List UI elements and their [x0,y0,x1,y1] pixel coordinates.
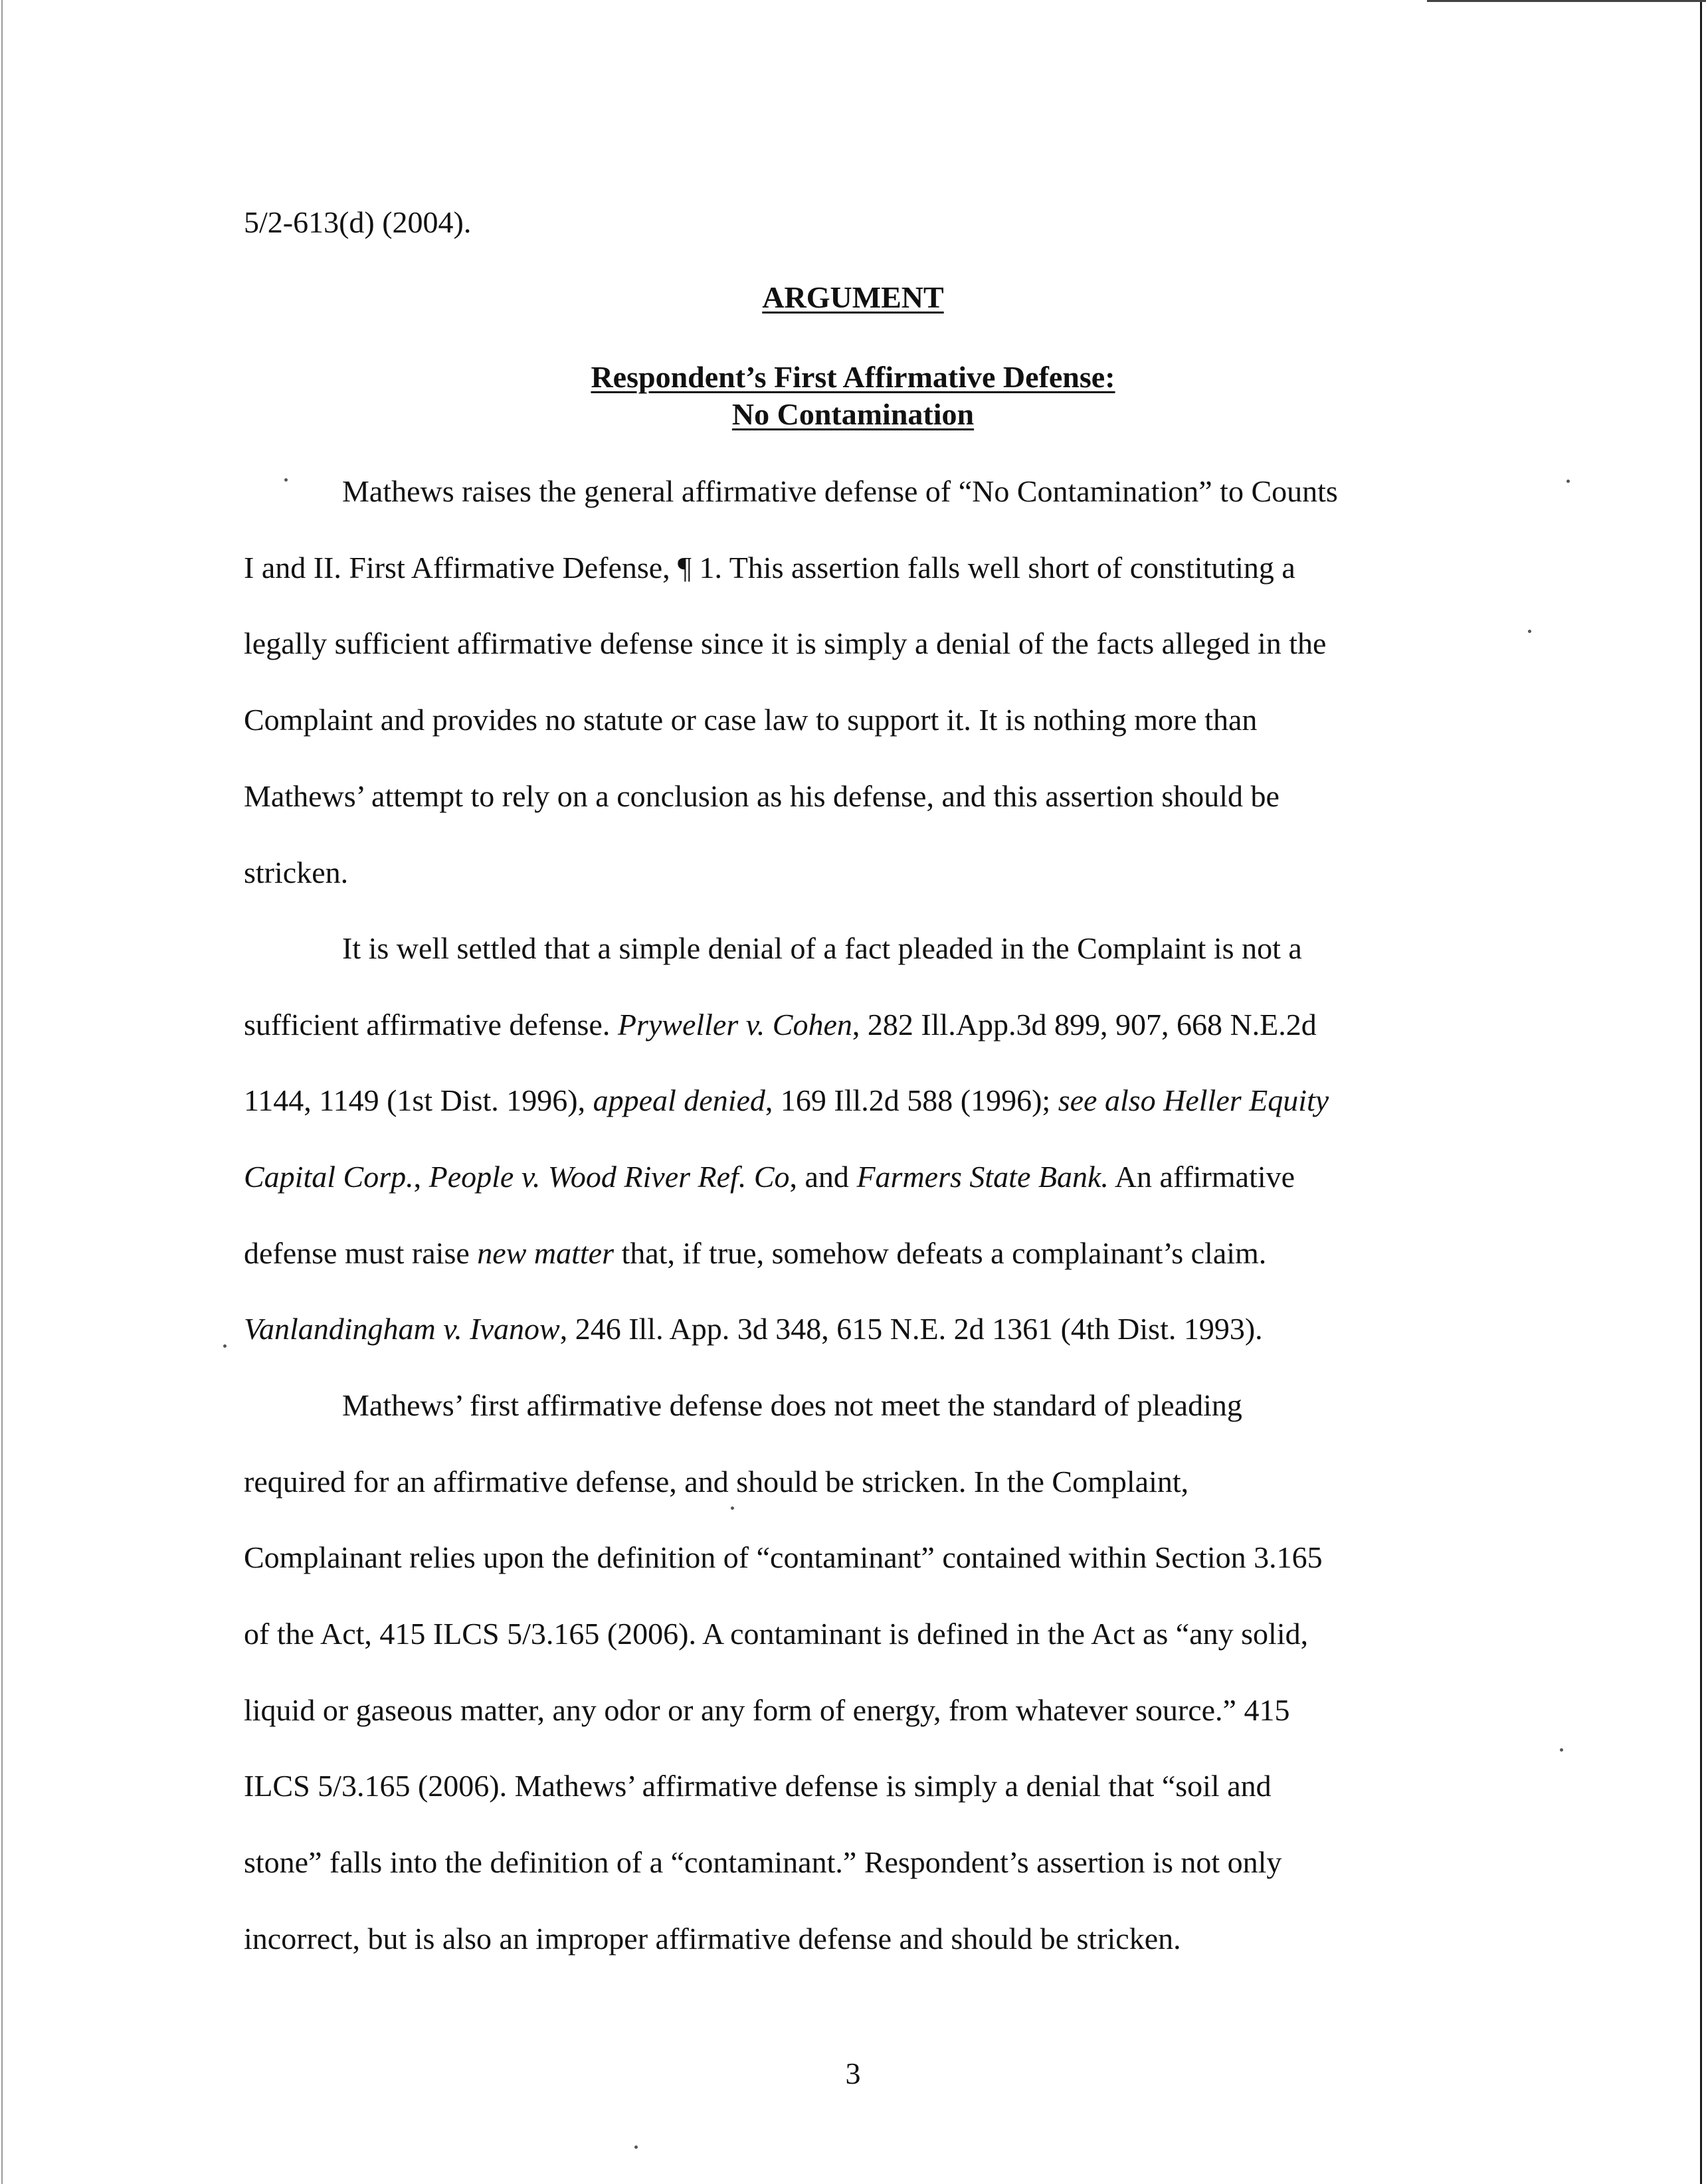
scan-speck [1560,1748,1563,1752]
paragraph-3-line: incorrect, but is also an improper affirmative defense and should be stricken. [244,1922,1181,1956]
subheading-line-2: No Contamination [731,397,975,431]
text-run: , 246 Ill. App. 3d 348, 615 N.E. 2d 1361 (4th Dist. 1993). [559,1312,1263,1346]
paragraph-2-line [244,1006,1317,1044]
citation-signal: appeal denied [593,1083,765,1117]
text-run: , 282 Ill.App.3d 899, 907, 668 N.E.2d [852,1008,1317,1042]
scan-speck [731,1506,734,1510]
citation-signal: see also Heller Equity [1058,1083,1329,1117]
case-citation: People v. Wood River Ref. Co [428,1160,790,1194]
text-run: sufficient affirmative defense. [244,1008,618,1042]
scan-edge-top [1427,0,1706,2]
paragraph-2-line [244,1158,1295,1196]
paragraph-1-line: legally sufficient affirmative defense since it is simply a denial of the facts alleged in the [244,626,1327,660]
scan-speck [1566,480,1570,483]
paragraph-2-line [244,1235,1266,1272]
text-run: that, if true, somehow defeats a complainant’s claim. [613,1236,1267,1270]
paragraph-3-line: required for an affirmative defense, and should be stricken. In the Complaint, [244,1465,1189,1499]
paragraph-1-line: Complaint and provides no statute or case law to support it. It is nothing more than [244,703,1258,737]
continuation-citation: 5/2-613(d) (2004). [244,205,472,239]
paragraph-1-line: stricken. [244,856,349,889]
paragraph-3-line: ILCS 5/3.165 (2006). Mathews’ affirmative defense is simply a denial that “soil and [244,1769,1272,1803]
paragraph-1-line: Mathews’ attempt to rely on a conclusion as his defense, and this assertion should be [244,779,1280,813]
text-run: , and [789,1160,857,1194]
paragraph-3-line: of the Act, 415 ILCS 5/3.165 (2006). A contaminant is defined in the Act as “any solid, [244,1617,1309,1651]
paragraph-1-line: I and II. First Affirmative Defense, ¶ 1. This assertion falls well short of constituting a [244,551,1295,585]
paragraph-2-line [244,1082,1329,1119]
subheading-line-1: Respondent’s First Affirmative Defense: [591,360,1115,394]
case-citation: Pryweller v. Cohen [617,1008,852,1042]
text-run: , 169 Ill.2d 588 (1996); [765,1083,1058,1117]
paragraph-2-line [244,1311,1263,1348]
text-run: , [413,1160,429,1194]
paragraph-2-line: It is well settled that a simple denial of a fact pleaded in the Complaint is not a [342,931,1302,965]
section-heading: ARGUMENT [762,280,944,314]
page-number: 3 [845,2056,861,2090]
paragraph-3-line: Complainant relies upon the definition of “contaminant” contained within Section 3.165 [244,1540,1323,1574]
scan-edge-left [1,0,3,2184]
paragraph-1-line: Mathews raises the general affirmative defense of “No Contamination” to Counts [342,474,1338,508]
emphasis: new matter [477,1236,614,1270]
text-run: 1144, 1149 (1st Dist. 1996), [244,1083,593,1117]
scan-edge-right [1700,0,1702,2184]
paragraph-3-line: Mathews’ first affirmative defense does not meet the standard of pleading [342,1388,1242,1422]
paragraph-3-line: liquid or gaseous matter, any odor or any form of energy, from whatever source.” 415 [244,1693,1290,1727]
paragraph-3-line: stone” falls into the definition of a “contaminant.” Respondent’s assertion is not only [244,1845,1282,1879]
case-citation: Farmers State Bank. [856,1160,1109,1194]
scan-speck [284,478,288,482]
scan-speck [223,1344,227,1348]
text-run: defense must raise [244,1236,478,1270]
case-citation: Vanlandingham v. Ivanow [244,1312,560,1346]
case-citation: Capital Corp. [244,1160,414,1194]
scan-speck [634,2145,638,2149]
scan-speck [1528,630,1531,633]
text-run: An affirmative [1108,1160,1295,1194]
